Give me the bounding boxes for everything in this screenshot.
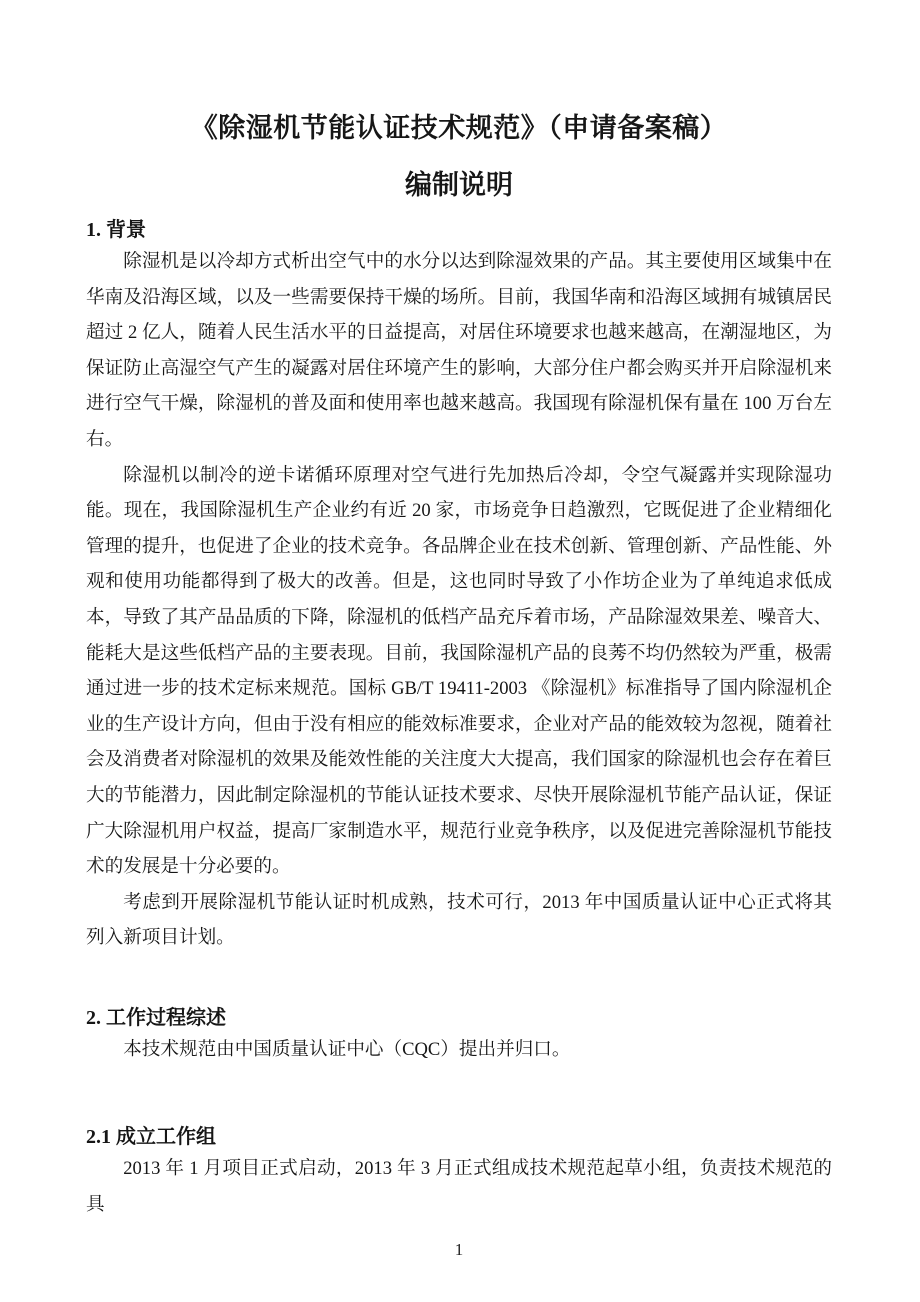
section-work-process-heading: 2. 工作过程综述 [86, 1006, 226, 1029]
paragraph-working-group-1: 2013 年 1 月项目正式启动，2013 年 3 月正式组成技术规范起草小组，负责技术规范的具 [86, 1158, 832, 1216]
section-work-process [86, 1004, 832, 1068]
page-number: 1 [454, 1239, 464, 1259]
section-working-group-heading: 2.1 成立工作组 [86, 1126, 216, 1149]
document-subtitle: 编制说明 [405, 170, 513, 200]
paragraph-background-3: 考虑到开展除湿机节能认证时机成熟，技术可行，2013 年中国质量认证中心正式将其列入新项目计划。 [86, 891, 832, 949]
document-title: 《除湿机节能认证技术规范》（申请备案稿） [190, 113, 728, 143]
section-working-group [86, 1123, 832, 1222]
paragraph-background-1: 除湿机是以冷却方式析出空气中的水分以达到除湿效果的产品。其主要使用区域集中在华南及沿海区域，以及一些需要保持干燥的场所。目前，我国华南和沿海区域拥有城镇居民超过 2 亿人，随着人民生活水平的日益提高，对居住环境要求也越来越高，在潮湿地区，为保证防止高湿空气产生的凝露对居住环境产生的影响，大部分住户都会购买并开启除湿机来进行空气干燥，除湿机的普及面和使用率也越来越高。我国现有除湿机保有量在 100 万台左右。 [86, 251, 832, 450]
section-background-heading: 1. 背景 [86, 219, 146, 241]
section-background [86, 216, 832, 956]
paragraph-background-2: 除湿机以制冷的逆卡诺循环原理对空气进行先加热后冷却，令空气凝露并实现除湿功能。现在，我国除湿机生产企业约有近 20 家，市场竞争日趋激烈，它既促进了企业精细化管理的提升，也促进了企业的技术竞争。各品牌企业在技术创新、管理创新、产品性能、外观和使用功能都得到了极大的改善。但是，这也同时导致了小作坊企业为了单纯追求低成本，导致了其产品品质的下降，除湿机的低档产品充斥着市场，产品除湿效果差、噪音大、 能耗大是这些低档产品的主要表现。目前，我国除湿机产品的良莠不均仍然较为严重，极需通过进一步的技术定标来规范。国标 GB/T 19411-2003 《除湿机》标准指导了国内除湿机企业的生产设计方向，但由于没有相应的能效标准要求，企业对产品的能效较为忽视，随着社会及消费者对除湿机的效果及能效性能的关注度大大提高，我们国家的除湿机也会存在着巨大的节能潜力，因此制定除湿机的节能认证技术要求、尽快开展除湿机节能产品认证，保证广大除湿机用户权益，提高厂家制造水平，规范行业竞争秩序，以及促进完善除湿机节能技术的发展是十分必要的。 [86, 464, 832, 878]
paragraph-work-process-1: 本技术规范由中国质量认证中心（CQC）提出并归口。 [123, 1038, 571, 1060]
